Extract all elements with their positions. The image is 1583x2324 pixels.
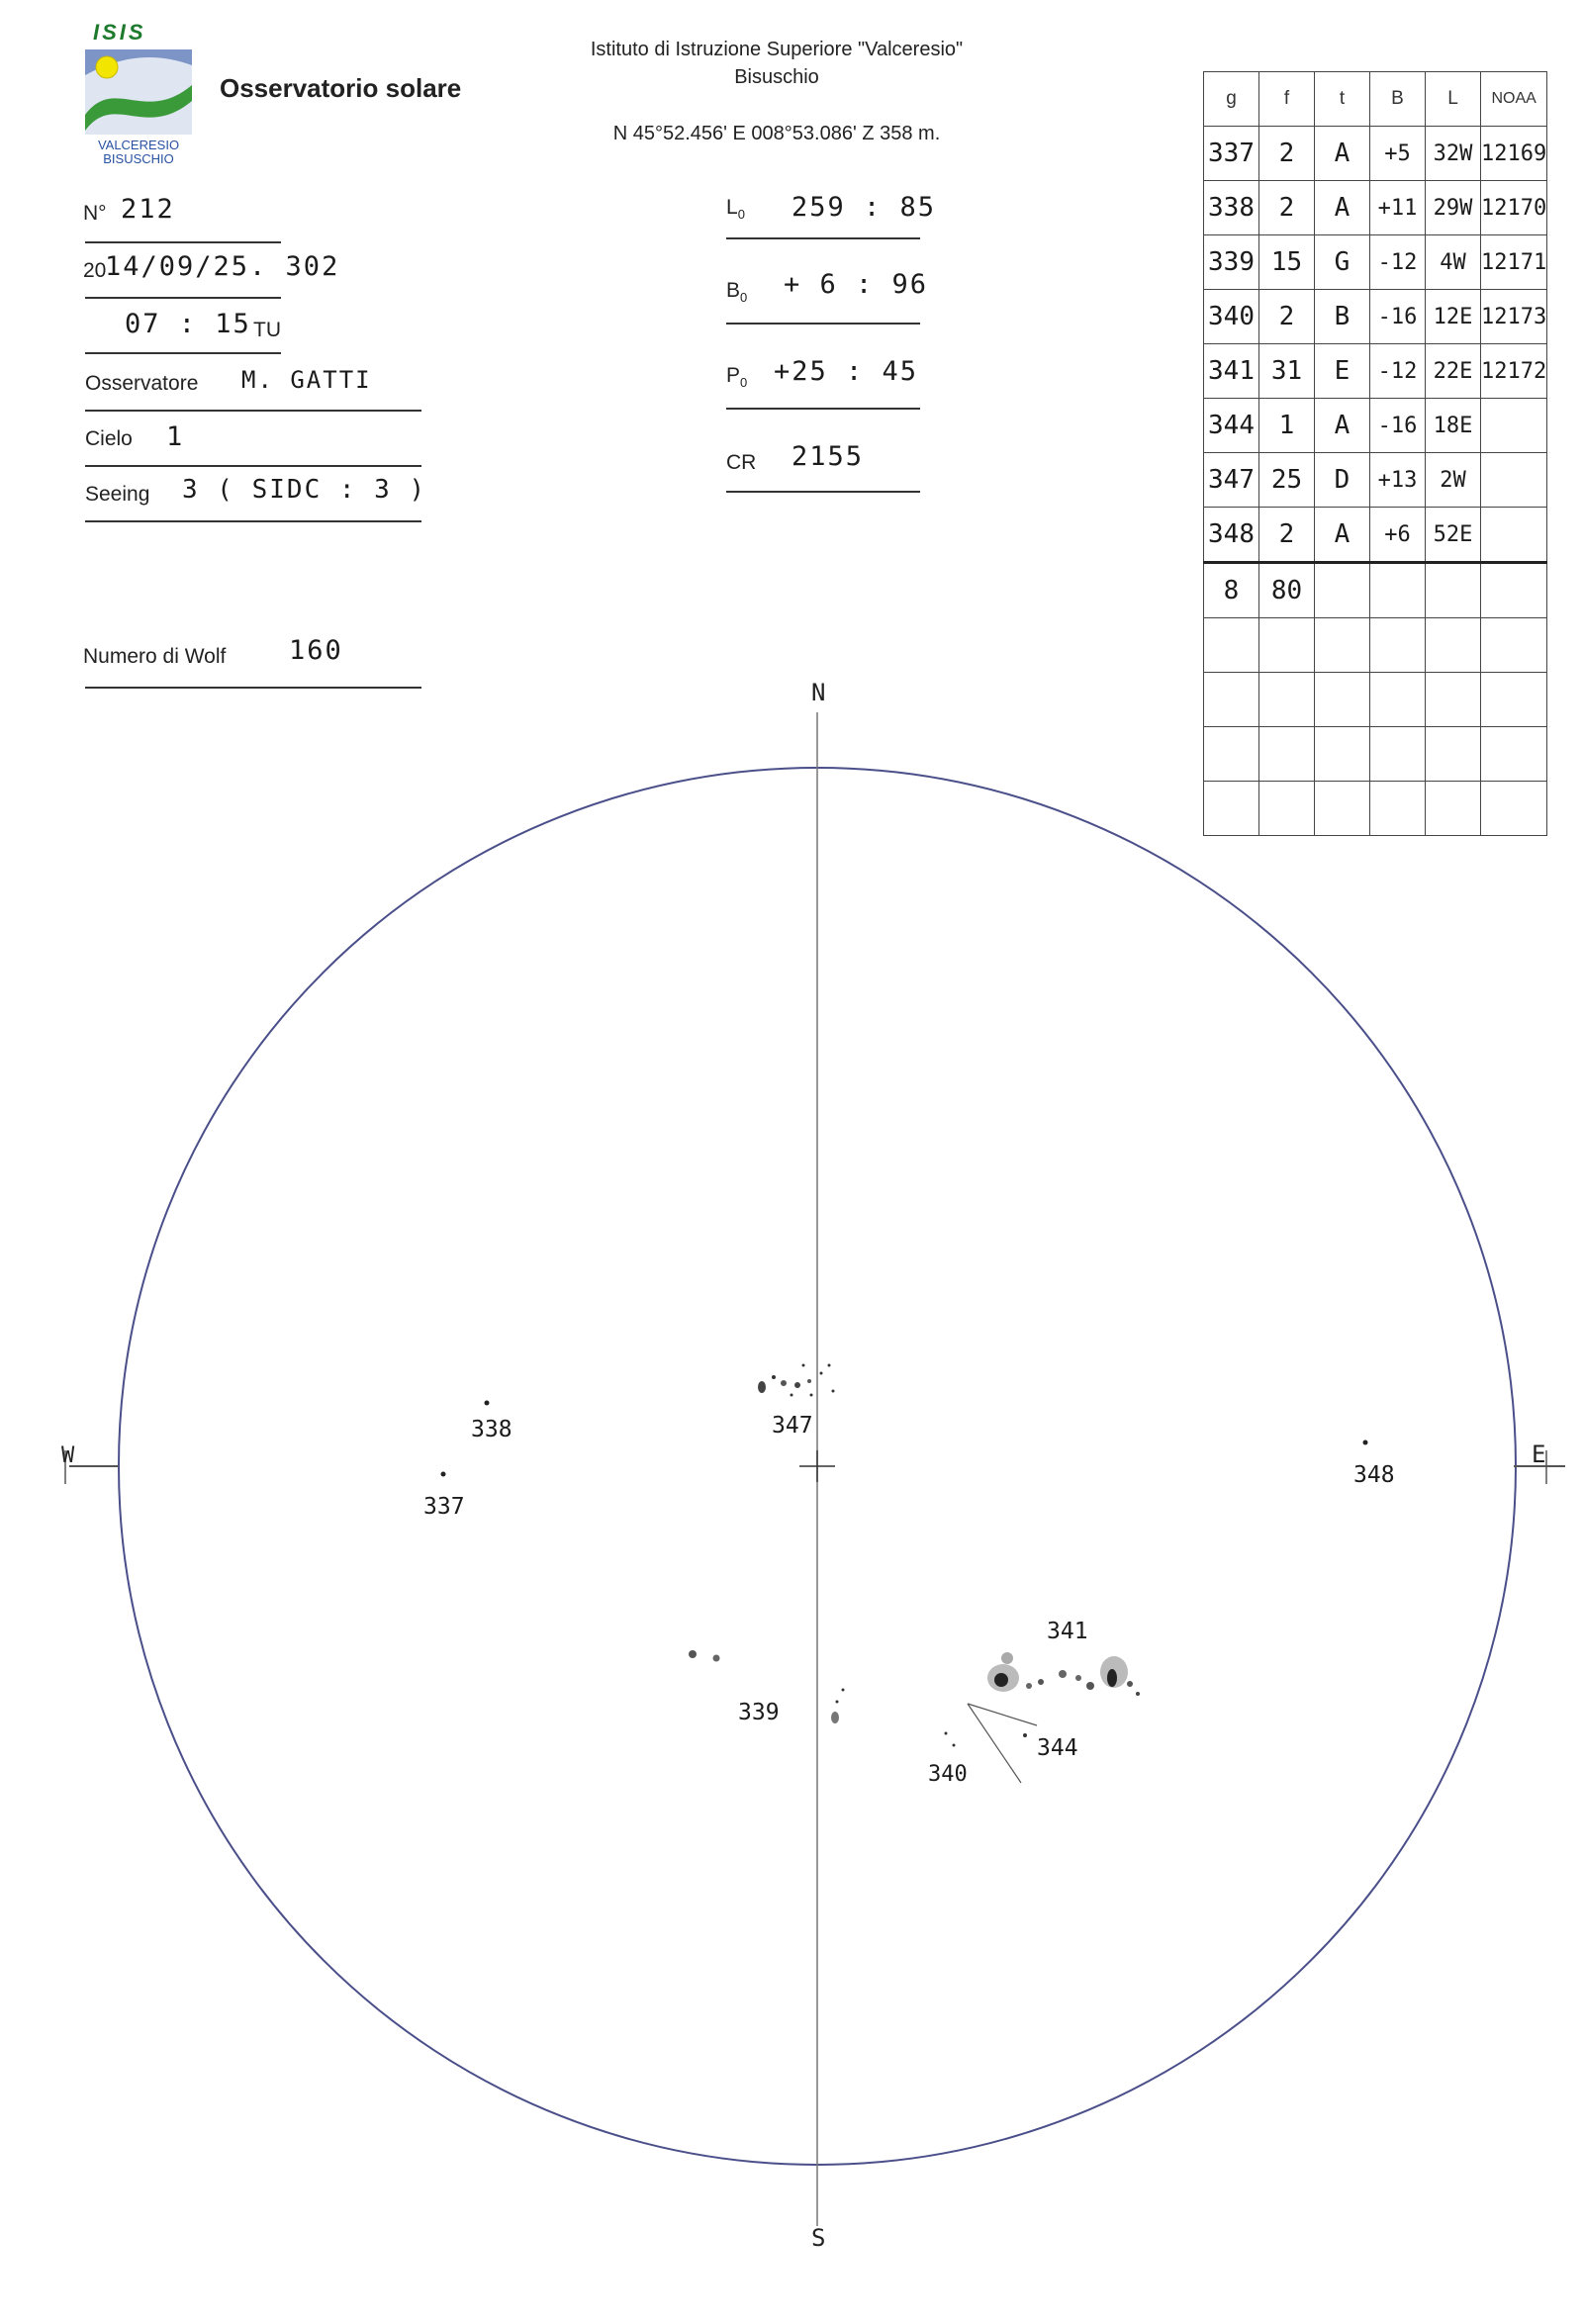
south-label: S: [811, 2224, 826, 2252]
date-prefix: 20: [83, 259, 107, 282]
group-344-label: 344: [1037, 1735, 1078, 1761]
cell-g: 340: [1204, 290, 1259, 344]
cell-g: 347: [1204, 453, 1259, 508]
cell-f: 1: [1259, 399, 1315, 453]
number-value: 212: [121, 194, 175, 225]
cell-b: +13: [1370, 453, 1426, 508]
logo-wordmark: ISIS: [93, 20, 146, 45]
cell-f: 25: [1259, 453, 1315, 508]
cell-g: 338: [1204, 181, 1259, 235]
group-344-pointer: [968, 1704, 1021, 1783]
cell-g: 341: [1204, 344, 1259, 399]
sky-value: 1: [166, 421, 185, 452]
cell-t: E: [1315, 344, 1370, 399]
west-label: W: [61, 1443, 75, 1468]
group-340-pointer: [968, 1704, 1037, 1725]
cell-t: D: [1315, 453, 1370, 508]
group-338-label: 338: [471, 1417, 512, 1442]
wolf-label: Numero di Wolf: [83, 645, 227, 668]
cell-f: 2: [1259, 181, 1315, 235]
cell-b: +6: [1370, 508, 1426, 563]
total-f: 80: [1259, 563, 1315, 618]
sky-label: Cielo: [85, 427, 133, 450]
l0-label: $L_0$: [726, 196, 745, 223]
cell-b: -16: [1370, 290, 1426, 344]
cell-g: 344: [1204, 399, 1259, 453]
group-347-spots: [758, 1364, 835, 1397]
cell-l: 4W: [1426, 235, 1481, 290]
cell-b: -12: [1370, 344, 1426, 399]
group-340-label: 340: [928, 1762, 968, 1787]
cell-l: 2W: [1426, 453, 1481, 508]
col-header-l: L: [1426, 72, 1481, 127]
group-348-spot: [1363, 1441, 1368, 1445]
total-g: 8: [1204, 563, 1259, 618]
group-341-label: 341: [1047, 1619, 1088, 1644]
cell-t: A: [1315, 399, 1370, 453]
observatory-title: Osservatorio solare: [220, 73, 462, 103]
col-header-g: g: [1204, 72, 1259, 127]
date-value: 14/09/25. 302: [105, 251, 340, 282]
col-header-b: B: [1370, 72, 1426, 127]
cr-label: CR: [726, 451, 757, 474]
group-337-spot: [441, 1472, 446, 1477]
seeing-label: Seeing: [85, 483, 150, 506]
cell-t: A: [1315, 508, 1370, 563]
group-347-label: 347: [772, 1413, 813, 1439]
cell-b: -16: [1370, 399, 1426, 453]
group-341-spots: [987, 1652, 1140, 1696]
wolf-value: 160: [289, 635, 343, 666]
time-unit: TU: [253, 319, 281, 341]
cell-t: A: [1315, 181, 1370, 235]
cell-l: 22E: [1426, 344, 1481, 399]
b0-label: $B_0$: [726, 279, 748, 306]
cell-l: 52E: [1426, 508, 1481, 563]
number-label: N°: [83, 202, 107, 225]
cell-f: 2: [1259, 508, 1315, 563]
cell-g: 348: [1204, 508, 1259, 563]
cell-b: -12: [1370, 235, 1426, 290]
cell-b: +5: [1370, 127, 1426, 181]
l0-value: 259 : 85: [792, 192, 937, 223]
site-coordinates: N 45°52.456' E 008°53.086' Z 358 m.: [612, 123, 941, 144]
col-header-f: f: [1259, 72, 1315, 127]
cell-l: 32W: [1426, 127, 1481, 181]
time-value: 07 : 15: [125, 309, 251, 339]
group-337-label: 337: [423, 1494, 465, 1520]
p0-label: $P_0$: [726, 364, 748, 391]
observer-value: M. GATTI: [241, 366, 372, 394]
north-label: N: [811, 679, 826, 706]
cell-f: 2: [1259, 290, 1315, 344]
cell-l: 12E: [1426, 290, 1481, 344]
col-header-t: t: [1315, 72, 1370, 127]
col-header-noaa: NOAA: [1481, 72, 1547, 127]
b0-value: + 6 : 96: [784, 269, 929, 300]
cell-noaa: 12171: [1481, 235, 1547, 290]
cell-noaa: 12173: [1481, 290, 1547, 344]
institute-line2: Bisuschio: [734, 66, 819, 88]
group-339-label: 339: [738, 1700, 780, 1725]
group-344-spot: [1023, 1733, 1027, 1737]
p0-value: +25 : 45: [774, 356, 919, 387]
cell-f: 31: [1259, 344, 1315, 399]
cell-noaa: 12170: [1481, 181, 1547, 235]
logo-caption-line2: BISUSCHIO: [103, 151, 174, 166]
cell-t: G: [1315, 235, 1370, 290]
cell-f: 2: [1259, 127, 1315, 181]
group-340-spot-b: [953, 1744, 956, 1747]
east-label: E: [1532, 1441, 1546, 1468]
group-338-spot: [485, 1401, 490, 1406]
logo-caption-line1: VALCERESIO: [97, 138, 180, 152]
cell-b: +11: [1370, 181, 1426, 235]
cr-value: 2155: [792, 441, 865, 472]
observer-label: Osservatore: [85, 372, 199, 395]
cell-t: A: [1315, 127, 1370, 181]
cell-f: 15: [1259, 235, 1315, 290]
institute-line1: Istituto di Istruzione Superiore "Valceresio": [590, 39, 964, 60]
seeing-value: 3 ( SIDC : 3 ): [182, 475, 427, 505]
cell-t: B: [1315, 290, 1370, 344]
cell-l: 29W: [1426, 181, 1481, 235]
group-348-label: 348: [1353, 1462, 1395, 1488]
cell-g: 337: [1204, 127, 1259, 181]
cell-noaa: 12172: [1481, 344, 1547, 399]
group-340-spot-a: [945, 1732, 948, 1735]
cell-g: 339: [1204, 235, 1259, 290]
cell-noaa: 12169: [1481, 127, 1547, 181]
cell-l: 18E: [1426, 399, 1481, 453]
